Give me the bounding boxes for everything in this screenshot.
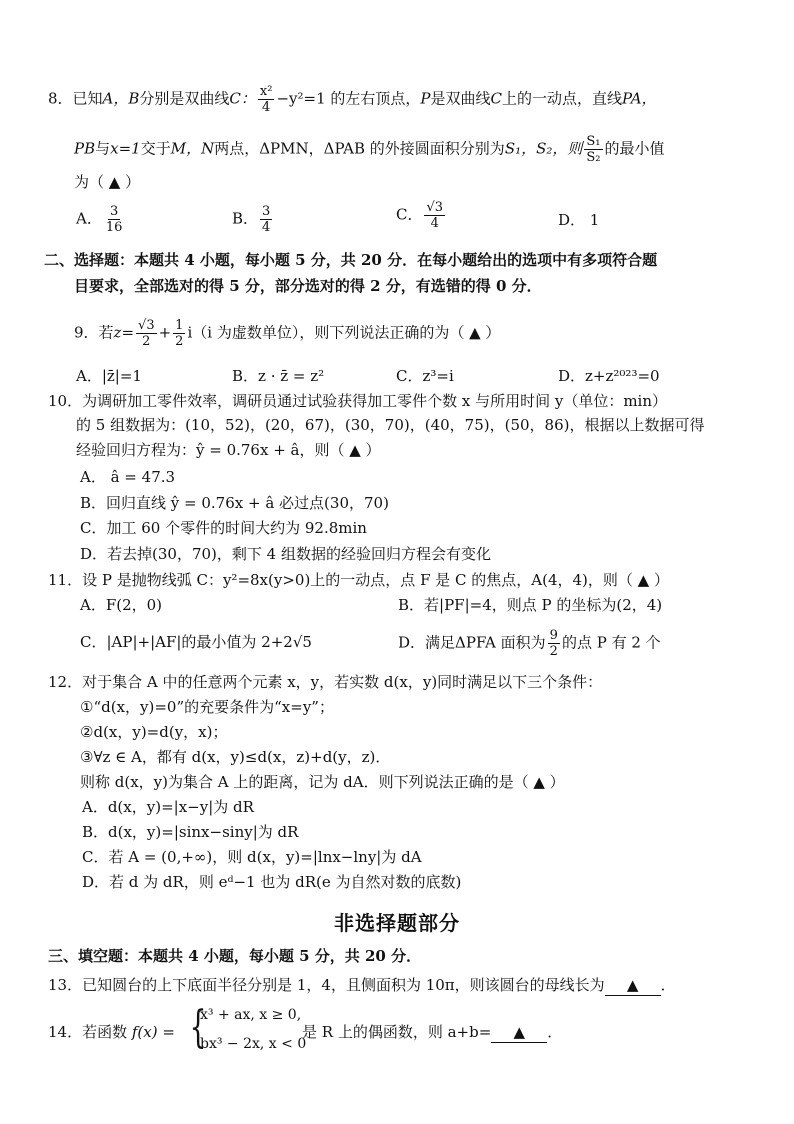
fraction-numerator: √3 [138, 318, 155, 333]
q10-line1: 10．为调研加工零件效率，调研员通过试验获得加工零件个数 x 与所用时间 y（单位：min） [48, 392, 668, 410]
q14-text: 14．若函数 [48, 1023, 128, 1041]
q12-line1: 12．对于集合 A 中的任意两个元素 x，y，若实数 d(x，y)同时满足以下三个条件： [48, 673, 603, 691]
part2-title: 非选择题部分 [334, 911, 460, 935]
fraction-denominator: 2 [175, 334, 184, 349]
q9-text: i（i 为虚数单位），则下列说法正确的为（ ▲ ） [187, 323, 501, 342]
q11-option-b: B．若|PF|=4，则点 P 的坐标为(2，4) [398, 596, 663, 614]
q14-end: ． [547, 1023, 563, 1041]
q8-text: −y²=1 的左右顶点， [276, 89, 421, 108]
q12-condition-3: ③∀z ∈ A，都有 d(x，y)≤d(x，z)+d(y，z)． [80, 748, 391, 766]
q14-answer-blank: ▲ [491, 1022, 547, 1043]
q10-option-d: D．若去掉(30，70)，剩下 4 组数据的经验回归方程会有变化 [80, 545, 491, 563]
q9-text: z= [113, 323, 135, 342]
q12-option-a: A．d(x，y)=|x−y|为 dR [82, 798, 254, 816]
q12-condition-2: ②d(x，y)=d(y，x)； [80, 723, 228, 741]
q9-text: + [158, 323, 172, 342]
q9-option-b: B．z · z̄ = z² [232, 367, 325, 385]
q10-line3: 经验回归方程为：ŷ = 0.76x + â，则（ ▲ ） [76, 441, 381, 459]
fraction-denominator: 4 [430, 216, 439, 231]
q14-prefix [48, 1022, 175, 1042]
q14-case2: bx³ − 2x, x < 0 [200, 1036, 307, 1052]
q12-option-c: C．若 A = (0,+∞)，则 d(x，y)=|lnx−lny|为 dA [82, 848, 422, 866]
q8-text: 是双曲线 [430, 89, 491, 108]
q8-option-b [232, 204, 274, 235]
q13-answer-blank: ▲ [605, 975, 661, 996]
q11-option-c: C．|AP|+|AF|的最小值为 2+2√5 [80, 633, 312, 651]
q14-brace: { [189, 1002, 207, 1053]
q8-text: PA， [622, 89, 657, 108]
q11-option-a: A．F(2，0) [80, 596, 163, 614]
q8-text: 分别是双曲线 [139, 89, 230, 108]
q9-fraction-1 [136, 318, 157, 349]
q8-text: C [490, 89, 502, 108]
fraction-numerator: 1 [175, 318, 184, 333]
fraction-numerator: 3 [262, 204, 271, 219]
fraction-numerator: 3 [109, 204, 119, 219]
q8-text: S₁，S₂，则 [504, 139, 583, 158]
fraction-denominator: 4 [262, 100, 271, 115]
q8-text: 的最小值 [604, 139, 665, 158]
fraction-denominator: 2 [549, 644, 558, 659]
q12-line5: 则称 d(x，y)为集合 A 上的距离，记为 dA．则下列说法正确的是（ ▲ ） [80, 773, 565, 791]
q13-end: ． [660, 976, 676, 994]
q9-option-d: D．z+z²⁰²³=0 [558, 367, 660, 385]
q8-text: PB [74, 139, 96, 158]
q9-fraction-2 [173, 318, 185, 349]
q10-option-b: B．回归直线 ŷ = 0.76x + â 必过点(30，70) [80, 494, 389, 512]
q8-line2 [74, 134, 665, 165]
q8-line3: 为（ ▲ ） [74, 173, 141, 191]
option-fraction [424, 200, 445, 231]
fraction-denominator: S₂ [586, 150, 601, 165]
q8-text: 8．已知 [48, 89, 103, 108]
option-fraction [104, 204, 125, 235]
q9-option-a: A．|z̄|=1 [76, 367, 142, 385]
q8-text: 两点，ΔPMN，ΔPAB 的外接圆面积分别为 [214, 139, 505, 158]
fraction-numerator: 9 [549, 628, 558, 643]
q8-text: x=1 [110, 139, 141, 158]
q12-option-b: B．d(x，y)=|sinx−siny|为 dR [82, 823, 299, 841]
q14-function: f(x) = [131, 1023, 175, 1041]
fraction-denominator: 2 [142, 334, 151, 349]
section2-heading-line1: 二、选择题：本题共 4 小题，每小题 5 分，共 20 分．在每小题给出的选项中有多项符合题 [44, 251, 658, 269]
q12-option-d: D．若 d 为 dR，则 eᵈ−1 也为 dR(e 为自然对数的底数) [82, 873, 462, 891]
section2-heading-line2: 目要求，全部选对的得 5 分，部分选对的得 2 分，有选错的得 0 分． [74, 277, 542, 295]
q10-line2: 的 5 组数据为：(10，52)，(20，67)，(30，70)，(40，75)，(50，86)，根据以上数据可得 [76, 416, 705, 434]
q9-text: 9．若 [74, 323, 114, 342]
q14-case1: x³ + ax, x ≥ 0, [200, 1007, 302, 1023]
q12-condition-1: ①“d(x，y)=0”的充要条件为“x=y”； [80, 698, 334, 716]
fraction-denominator: 16 [105, 220, 123, 235]
q10-option-c: C．加工 60 个零件的时间大约为 92.8min [80, 519, 367, 537]
q9-option-c: C．z³=i [396, 367, 454, 385]
option-fraction [260, 204, 272, 235]
q11-option-d-text: D．满足ΔPFA 面积为 [398, 633, 546, 652]
q10-option-a: A． â = 47.3 [80, 468, 176, 486]
q14-suffix [302, 1022, 562, 1043]
option-label: B． [232, 209, 259, 228]
q8-ratio-fraction [584, 134, 602, 165]
fraction-denominator: 4 [262, 220, 271, 235]
q14-text: 是 R 上的偶函数，则 a+b= [302, 1023, 492, 1041]
fraction-numerator: S₁ [586, 134, 601, 149]
q9-stem [74, 318, 500, 349]
fraction-numerator: x² [259, 84, 273, 99]
q8-text: P [420, 89, 431, 108]
section3-heading: 三、填空题：本题共 4 小题，每小题 5 分，共 20 分． [48, 947, 422, 965]
q8-line1 [48, 84, 657, 115]
q13-text: 13．已知圆台的上下底面半径分别是 1，4，且侧面积为 10π，则该圆台的母线长为 [48, 976, 605, 994]
q11-option-d-text: 的点 P 有 2 个 [561, 633, 661, 652]
q11-option-d [398, 628, 661, 659]
q8-option-c [396, 200, 447, 231]
q13-line [48, 975, 676, 996]
fraction-numerator: √3 [426, 200, 444, 215]
q8-option-d: D． 1 [558, 211, 600, 229]
q11-line1: 11．设 P 是抛物线弧 C：y²=8x(y>0)上的一动点，点 F 是 C 的焦点，A(4，4)，则（ ▲ ） [48, 571, 669, 589]
q11-option-d-fraction [548, 628, 560, 659]
option-label: A． [76, 209, 102, 228]
option-label: C． [396, 205, 423, 224]
q8-text: 与 [95, 139, 111, 158]
q8-text: C： [229, 89, 256, 108]
q8-text: A，B [102, 89, 140, 108]
q8-text: M，N [170, 139, 215, 158]
q8-text: 上的一动点，直线 [501, 89, 622, 108]
q8-text: 交于 [140, 139, 171, 158]
q8-option-a [76, 204, 126, 235]
q8-hyperbola-fraction [258, 84, 275, 115]
